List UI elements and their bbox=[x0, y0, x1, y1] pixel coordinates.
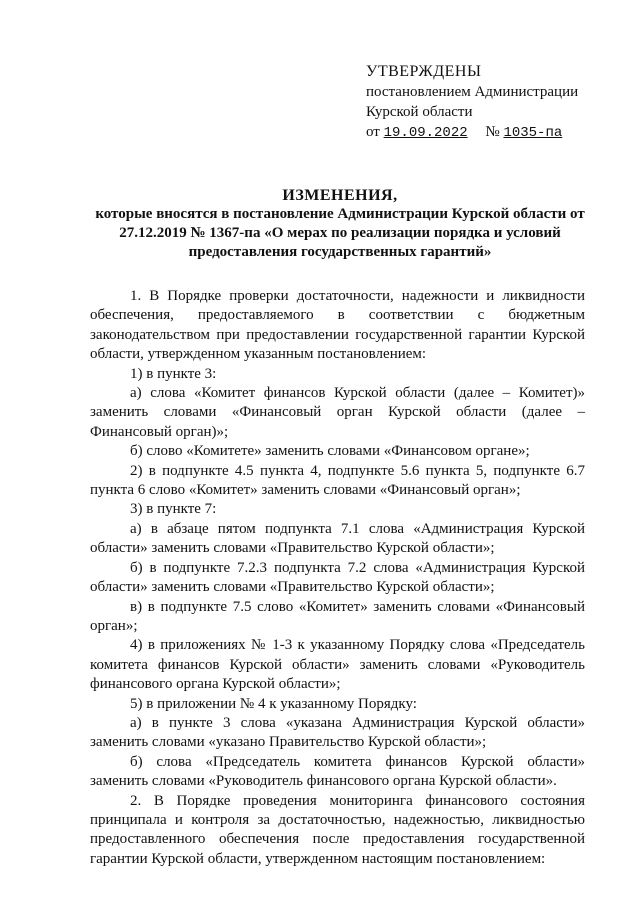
approval-line-2: Курской области bbox=[366, 104, 473, 120]
number-prefix: № bbox=[485, 124, 500, 140]
paragraph: 2) в подпункте 4.5 пункта 4, подпункте 5.6 пункта 5, подпункте 6.7 пункта 6 слово «Комитет» заменить словами «Финансовый орган»; bbox=[90, 462, 585, 499]
document-title bbox=[80, 186, 600, 262]
paragraph: 1) в пункте 3: bbox=[130, 365, 217, 382]
approval-stamp-block bbox=[366, 62, 606, 143]
approval-line-1: постановлением Администрации bbox=[366, 84, 579, 100]
title-heading: ИЗМЕНЕНИЯ, bbox=[282, 187, 398, 204]
document-body bbox=[90, 287, 585, 869]
paragraph: а) слова «Комитет финансов Курской области (далее – Комитет)» заменить словами «Финансовый орган Курской области (далее – Финансовый орган)»; bbox=[90, 385, 585, 440]
paragraph: 2. В Порядке проведения мониторинга финансового состояния принципала и контроля за достаточностью, надежностью, ликвидностью предоставленного обеспечения после предоставления государственной гарантии Курской области, утвержденном настоящим постановлением: bbox=[90, 792, 585, 867]
paragraph: а) в пункте 3 слова «указана Администрация Курской области» заменить словами «указано Правительство Курской области»; bbox=[90, 714, 585, 751]
approval-date: 19.09.2022 bbox=[383, 125, 468, 141]
paragraph: 3) в пункте 7: bbox=[130, 501, 217, 518]
approval-dateline bbox=[366, 122, 606, 143]
paragraph: 1. В Порядке проверки достаточности, надежности и ликвидности обеспечения, предоставляемого в соответствии с бюджетным законодательством при предоставлении государственной гарантии Курской области, утвержденном указанным постановлением: bbox=[90, 288, 585, 363]
paragraph: б) слова «Председатель комитета финансов Курской области» заменить словами «Руководитель финансового органа Курской области». bbox=[90, 753, 585, 790]
paragraph: б) в подпункте 7.2.3 подпункта 7.2 слова «Администрация Курской области» заменить словами «Правительство Курской области»; bbox=[90, 559, 585, 596]
approval-heading: УТВЕРЖДЕНЫ bbox=[366, 63, 482, 80]
paragraph: б) слово «Комитете» заменить словами «Финансовом органе»; bbox=[130, 443, 530, 460]
paragraph: 4) в приложениях № 1-3 к указанному Порядку слова «Председатель комитета финансов Курской области» заменить словами «Руководитель финансового органа Курской области»; bbox=[90, 637, 585, 693]
paragraph: 5) в приложении № 4 к указанному Порядку: bbox=[130, 695, 417, 712]
title-subheading: которые вносятся в постановление Администрации Курской области от 27.12.2019 № 1367-па «О мерах по реализации порядка и условий предоставления государственных гарантий» bbox=[95, 206, 585, 260]
paragraph: а) в абзаце пятом подпункта 7.1 слова «Администрация Курской области» заменить словами «Правительство Курской области»; bbox=[90, 520, 585, 557]
paragraph: в) в подпункте 7.5 слово «Комитет» заменить словами «Финансовый орган»; bbox=[90, 598, 585, 634]
approval-number: 1035-па bbox=[503, 125, 563, 141]
date-prefix: от bbox=[366, 124, 380, 140]
